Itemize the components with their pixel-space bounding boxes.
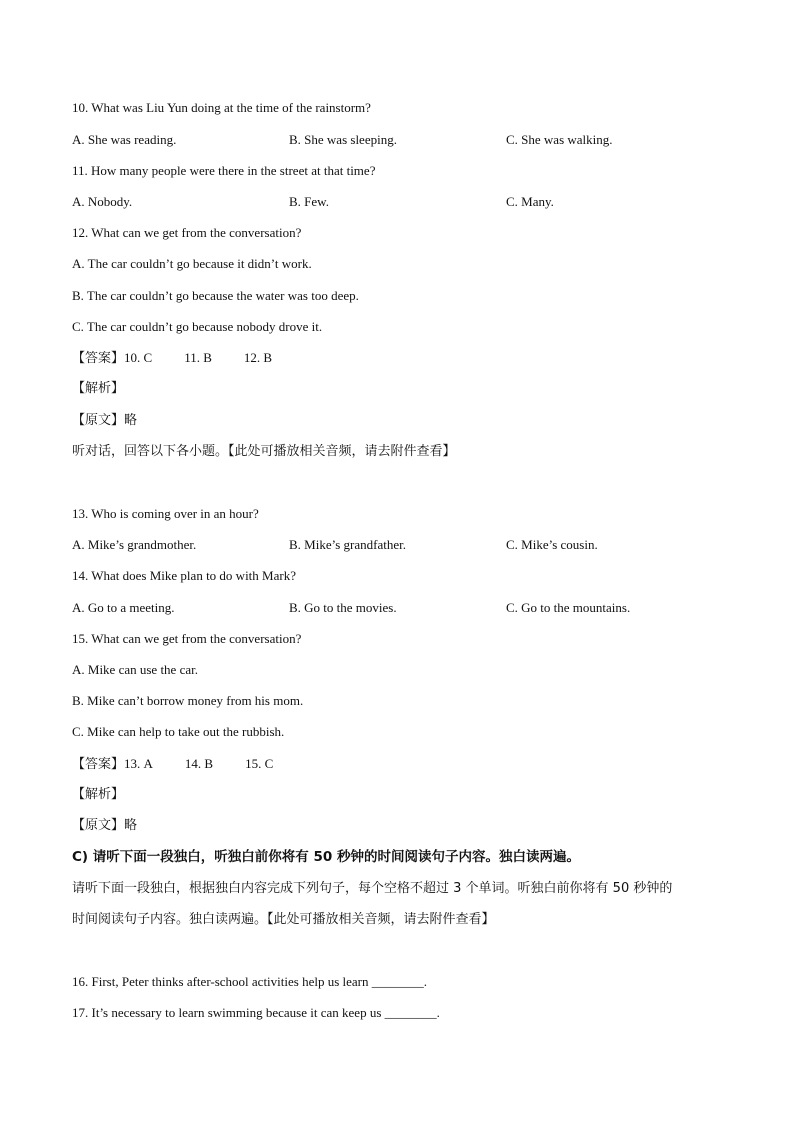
question-13-option-b: B. Mike’s grandfather.	[289, 537, 406, 552]
answer-10: 10. C	[124, 350, 153, 365]
question-11-option-a: A. Nobody.	[72, 194, 133, 209]
answer-12: 12. B	[243, 350, 273, 365]
question-10-stem: 10. What was Liu Yun doing at the time of the rainstorm?	[72, 100, 371, 115]
answer-11: 11. B	[184, 350, 212, 365]
analysis-label-1: 【解析】	[72, 381, 125, 396]
answer-row-2	[72, 756, 273, 773]
question-15-stem: 15. What can we get from the conversation?	[72, 631, 302, 646]
question-11-option-c: C. Many.	[506, 194, 554, 209]
answer-15: 15. C	[245, 756, 274, 771]
listening-instruction: 听对话，回答以下各小题。【此处可播放相关音频，请去附件查看】	[72, 444, 456, 459]
question-12-option-c: C. The car couldn’t go because nobody drove it.	[72, 319, 323, 334]
question-13-option-c: C. Mike’s cousin.	[506, 537, 598, 552]
question-14-stem: 14. What does Mike plan to do with Mark?	[72, 568, 296, 583]
section-c-instruction-line-2: 时间阅读句子内容。独白读两遍。【此处可播放相关音频，请去附件查看】	[72, 912, 495, 927]
answer-label: 【答案】	[72, 351, 125, 366]
question-10-option-a: A. She was reading.	[72, 132, 177, 147]
answer-13: 13. A	[124, 756, 153, 771]
question-11-option-b: B. Few.	[289, 194, 329, 209]
original-text: 略	[124, 818, 138, 833]
question-13-option-a: A. Mike’s grandmother.	[72, 537, 197, 552]
answer-14: 14. B	[184, 756, 214, 771]
answer-label: 【答案】	[72, 757, 125, 772]
question-13-stem: 13. Who is coming over in an hour?	[72, 506, 259, 521]
section-c-heading: C) 请听下面一段独白，听独白前你将有 50 秒钟的时间阅读句子内容。独白读两遍。	[72, 849, 580, 865]
question-11-stem: 11. How many people were there in the street at that time?	[72, 163, 376, 178]
original-label: 【原文】	[72, 413, 125, 428]
original-text: 略	[124, 413, 138, 428]
question-15-option-b: B. Mike can’t borrow money from his mom.	[72, 693, 304, 708]
question-16: 16. First, Peter thinks after-school activities help us learn ________.	[72, 974, 428, 989]
question-10-option-c: C. She was walking.	[506, 132, 613, 147]
question-10-option-b: B. She was sleeping.	[289, 132, 397, 147]
original-row-2	[72, 818, 137, 834]
question-12-stem: 12. What can we get from the conversation?	[72, 225, 302, 240]
question-14-option-c: C. Go to the mountains.	[506, 600, 631, 615]
question-15-option-c: C. Mike can help to take out the rubbish.	[72, 724, 285, 739]
analysis-label-2: 【解析】	[72, 787, 125, 802]
question-12-option-a: A. The car couldn’t go because it didn’t work.	[72, 256, 312, 271]
question-17: 17. It’s necessary to learn swimming because it can keep us ________.	[72, 1005, 440, 1020]
question-12-option-b: B. The car couldn’t go because the water was too deep.	[72, 288, 359, 303]
question-14-option-b: B. Go to the movies.	[289, 600, 397, 615]
question-15-option-a: A. Mike can use the car.	[72, 662, 198, 677]
question-14-option-a: A. Go to a meeting.	[72, 600, 175, 615]
original-row-1	[72, 413, 137, 429]
original-label: 【原文】	[72, 818, 125, 833]
answer-row-1	[72, 350, 272, 367]
section-c-instruction-line-1: 请听下面一段独白，根据独白内容完成下列句子，每个空格不超过 3 个单词。听独白前你将有 50 秒钟的	[72, 881, 673, 896]
